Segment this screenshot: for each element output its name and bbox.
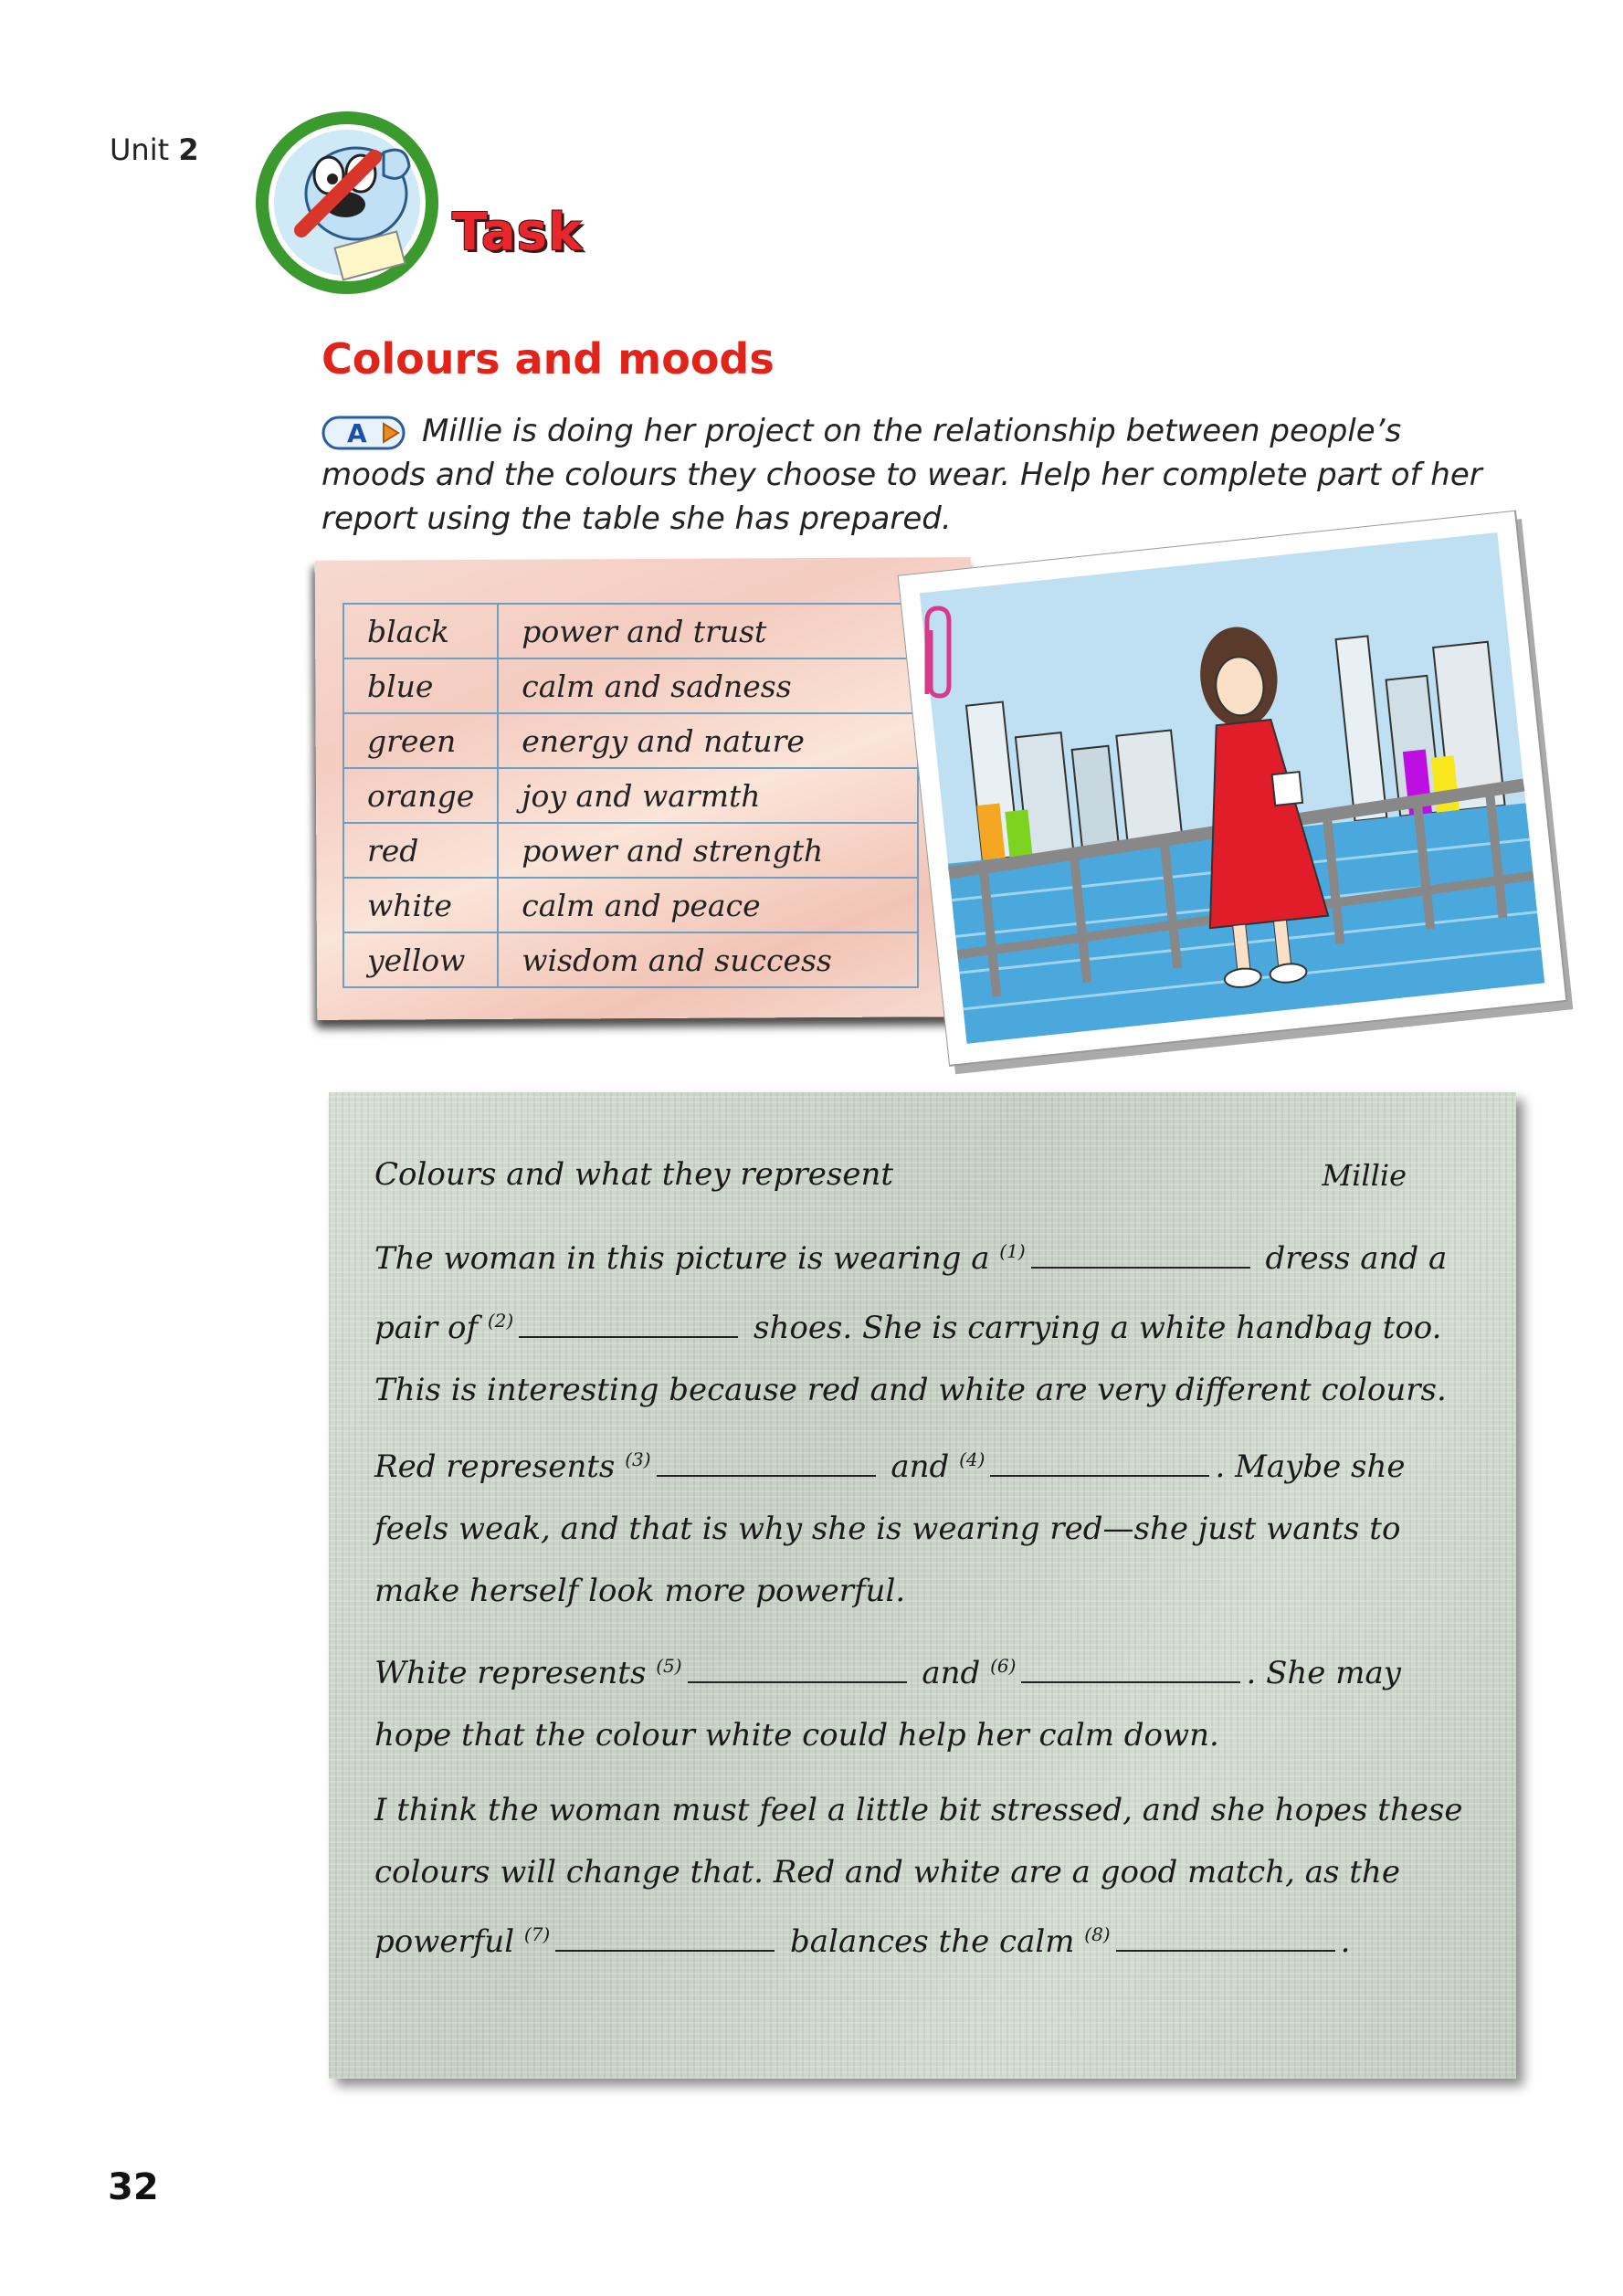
report-card	[329, 1092, 1516, 2079]
section-heading: Colours and moods	[321, 334, 775, 384]
blank-1-input[interactable]	[1031, 1241, 1250, 1269]
activity-a-badge-icon	[321, 415, 413, 451]
page-number: 32	[108, 2166, 159, 2208]
unit-number: 2	[178, 132, 199, 167]
blank-3-input[interactable]	[657, 1449, 876, 1477]
blank-8-input[interactable]	[1116, 1924, 1335, 1952]
table-row: blue calm and sadness	[343, 658, 918, 713]
report-paragraph-4: I think the woman must feel a little bit stressed, and she hopes these colours will change that. Red and white are a good match, as the powerful $^{(7)}$ balances the calm $^{(8)}$ .	[374, 1792, 1463, 1960]
report-paragraph-3: White represents $^{(5)}$ and $^{(6)}$ . She may hope that the colour white could help her calm down.	[374, 1655, 1401, 1754]
blank-7-input[interactable]	[555, 1924, 775, 1952]
woman-photo	[898, 509, 1583, 1084]
unit-label: Unit 2	[110, 132, 199, 167]
blank-2-input[interactable]	[519, 1311, 738, 1338]
task-mascot-icon	[247, 102, 448, 303]
report-title: Colours and what they represent	[374, 1156, 894, 1193]
table-row: orange joy and warmth	[343, 768, 918, 823]
report-author: Millie	[1322, 1158, 1407, 1193]
blank-6-input[interactable]	[1021, 1656, 1240, 1683]
svg-text:A: A	[347, 417, 367, 448]
paperclip-icon	[909, 603, 964, 703]
task-title: Task	[452, 203, 584, 262]
colour-mood-table	[343, 603, 919, 988]
report-paragraph-1: The woman in this picture is wearing a $^{(1)}$ dress and a pair of $^{(2)}$ shoes. She is carrying a white handbag too. This is interesting because red and white are very different colours.	[374, 1240, 1448, 1408]
table-row: black power and trust	[343, 604, 918, 658]
report-paragraph-2: Red represents $^{(3)}$ and $^{(4)}$ . Maybe she feels weak, and that is why she is wearing red—she just wants to make herself look more powerful.	[374, 1448, 1406, 1609]
table-row: white calm and peace	[343, 878, 918, 932]
table-row: green energy and nature	[343, 713, 918, 768]
table-row: yellow wisdom and success	[343, 932, 918, 987]
woman-illustration	[898, 509, 1583, 1084]
blank-4-input[interactable]	[990, 1449, 1209, 1477]
blank-5-input[interactable]	[688, 1656, 907, 1683]
instruction-text	[321, 409, 1509, 541]
instruction-body: Millie is doing her project on the relationship between people’s moods and the colours they choose to wear. Help her complete part of her report using the table she has prepared.	[321, 413, 1482, 537]
table-row: red power and strength	[343, 823, 918, 878]
